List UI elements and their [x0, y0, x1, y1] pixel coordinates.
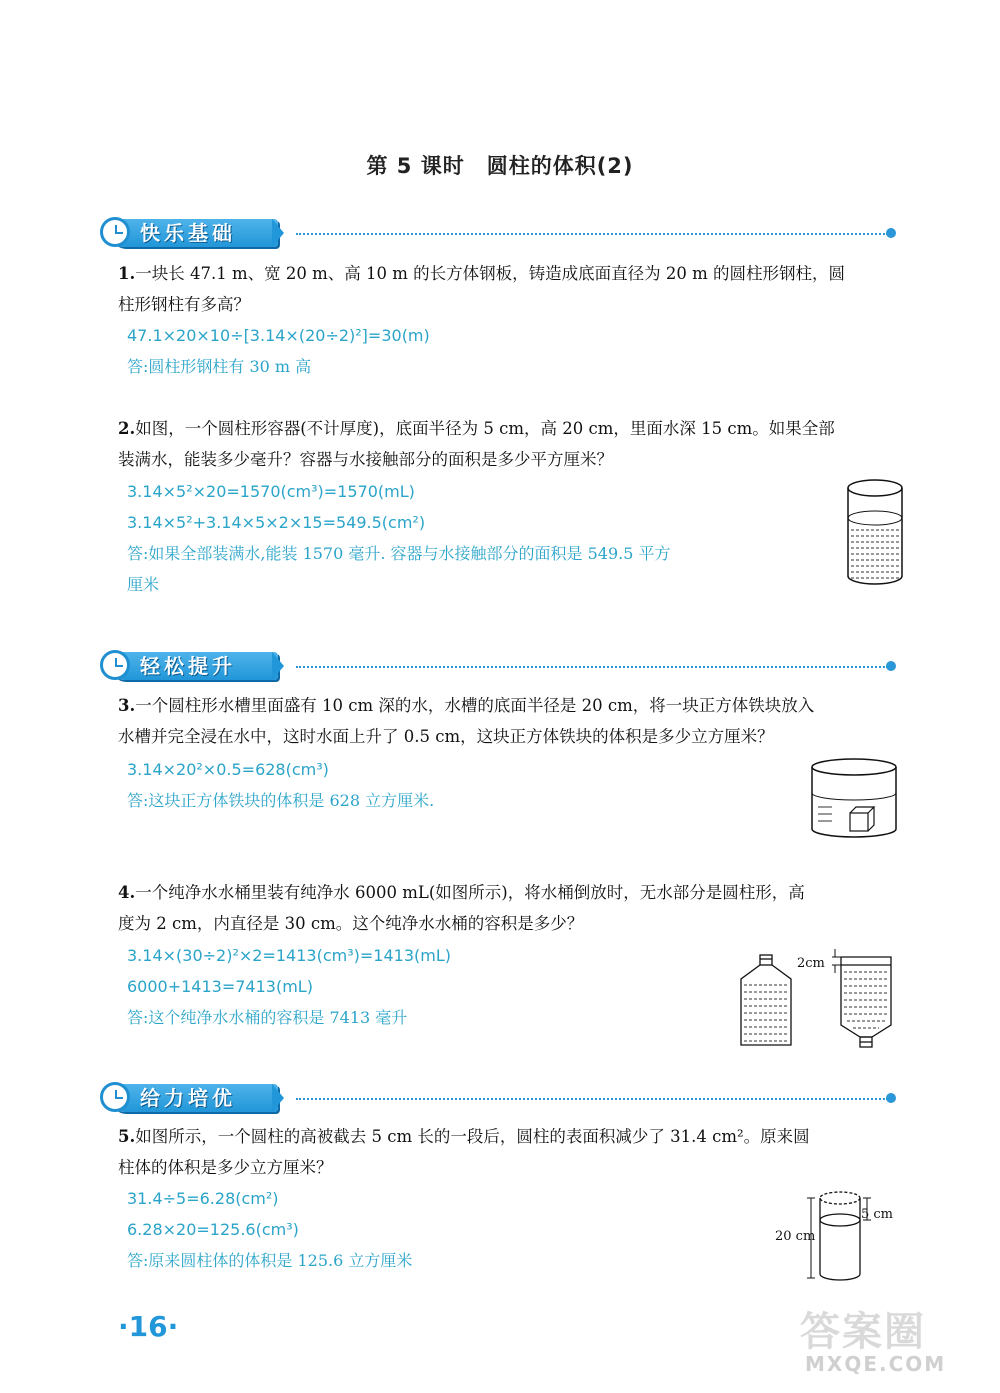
section-header-improve: [100, 648, 900, 688]
question-text: 一个纯净水水桶里装有纯净水 6000 mL(如图所示)，将水桶倒放时，无水部分是圆柱形，高: [135, 883, 805, 902]
answer-line: 3.14×(30÷2)²×2=1413(cm³)=1413(mL): [127, 946, 451, 965]
cut-length-label: 5 cm: [861, 1207, 894, 1222]
dot-end-icon: [886, 228, 896, 238]
section-header-advanced: [100, 1080, 900, 1120]
clock-icon: [100, 217, 130, 247]
question-4: [118, 877, 898, 939]
page-number: ·16·: [118, 1310, 179, 1343]
height-label: 20 cm: [775, 1229, 816, 1244]
question-text: 柱体的体积是多少立方厘米？: [118, 1158, 333, 1177]
answer-line: 厘米: [127, 575, 160, 594]
question-number: 1.: [118, 264, 136, 283]
question-text: 水槽并完全浸在水中，这时水面上升了 0.5 cm，这块正方体铁块的体积是多少立方厘米？: [118, 727, 774, 746]
cut-cylinder-figure: [775, 1188, 905, 1288]
question-text: 如图所示，一个圆柱的高被截去 5 cm 长的一段后，圆柱的表面积减少了 31.4 cm²。原来圆: [135, 1127, 810, 1146]
answer-line: 答:这个纯净水水桶的容积是 7413 毫升: [127, 1008, 408, 1027]
dotted-line: [296, 666, 888, 668]
question-text: 装满水，能装多少毫升？容器与水接触部分的面积是多少平方厘米？: [118, 450, 613, 469]
dotted-line: [296, 1098, 888, 1100]
section-label: 给力培优: [140, 1086, 236, 1110]
answer-line: 答:圆柱形钢柱有 30 m 高: [127, 357, 312, 376]
answer-line: 31.4÷5=6.28(cm²): [127, 1189, 279, 1208]
dot-end-icon: [886, 1093, 896, 1103]
cylinder-water-figure: [845, 478, 905, 588]
question-1: [118, 258, 898, 320]
answer-line: 6000+1413=7413(mL): [127, 977, 313, 996]
answer-line: 答:这块正方体铁块的体积是 628 立方厘米.: [127, 791, 435, 810]
answer-line: 3.14×5²×20=1570(cm³)=1570(mL): [127, 482, 415, 501]
section-arrow: [272, 652, 284, 680]
answer-line: 答:如果全部装满水,能装 1570 毫升. 容器与水接触部分的面积是 549.5 平方: [127, 544, 671, 563]
question-number: 4.: [118, 883, 136, 902]
question-5: [118, 1121, 898, 1183]
question-text: 如图，一个圆柱形容器(不计厚度)，底面半径为 5 cm，高 20 cm，里面水深 15 cm。如果全部: [135, 419, 835, 438]
answer-line: 答:原来圆柱体的体积是 125.6 立方厘米: [127, 1251, 413, 1270]
section-arrow: [272, 219, 284, 247]
question-3: [118, 690, 898, 752]
question-text: 柱形钢柱有多高？: [118, 295, 250, 314]
answer-line: 3.14×20²×0.5=628(cm³): [127, 760, 329, 779]
dotted-line: [296, 233, 888, 235]
tank-cube-figure: [810, 757, 900, 842]
dot-end-icon: [886, 661, 896, 671]
page-title: 第 5 课时 圆柱的体积(2): [366, 154, 634, 178]
section-header-basic: [100, 215, 900, 255]
watermark-url: MXQE.COM: [805, 1352, 947, 1376]
water-bottle-figure: [735, 945, 905, 1050]
height-label: 2cm: [797, 956, 825, 971]
question-number: 5.: [118, 1127, 136, 1146]
watermark: 答案圈: [800, 1309, 926, 1355]
clock-icon: [100, 1082, 130, 1112]
answer-line: 6.28×20=125.6(cm³): [127, 1220, 299, 1239]
section-label: 轻松提升: [140, 654, 236, 678]
section-arrow: [272, 1084, 284, 1112]
question-number: 2.: [118, 419, 136, 438]
section-label: 快乐基础: [140, 221, 236, 245]
question-number: 3.: [118, 696, 136, 715]
question-text: 度为 2 cm，内直径是 30 cm。这个纯净水水桶的容积是多少？: [118, 914, 584, 933]
question-text: 一个圆柱形水槽里面盛有 10 cm 深的水，水槽的底面半径是 20 cm，将一块正方体铁块放入: [135, 696, 815, 715]
question-text: 一块长 47.1 m、宽 20 m、高 10 m 的长方体钢板，铸造成底面直径为 20 m 的圆柱形钢柱，圆: [135, 264, 845, 283]
clock-icon: [100, 650, 130, 680]
answer-line: 3.14×5²+3.14×5×2×15=549.5(cm²): [127, 513, 426, 532]
question-2: [118, 413, 898, 475]
answer-line: 47.1×20×10÷[3.14×(20÷2)²]=30(m): [127, 326, 430, 345]
